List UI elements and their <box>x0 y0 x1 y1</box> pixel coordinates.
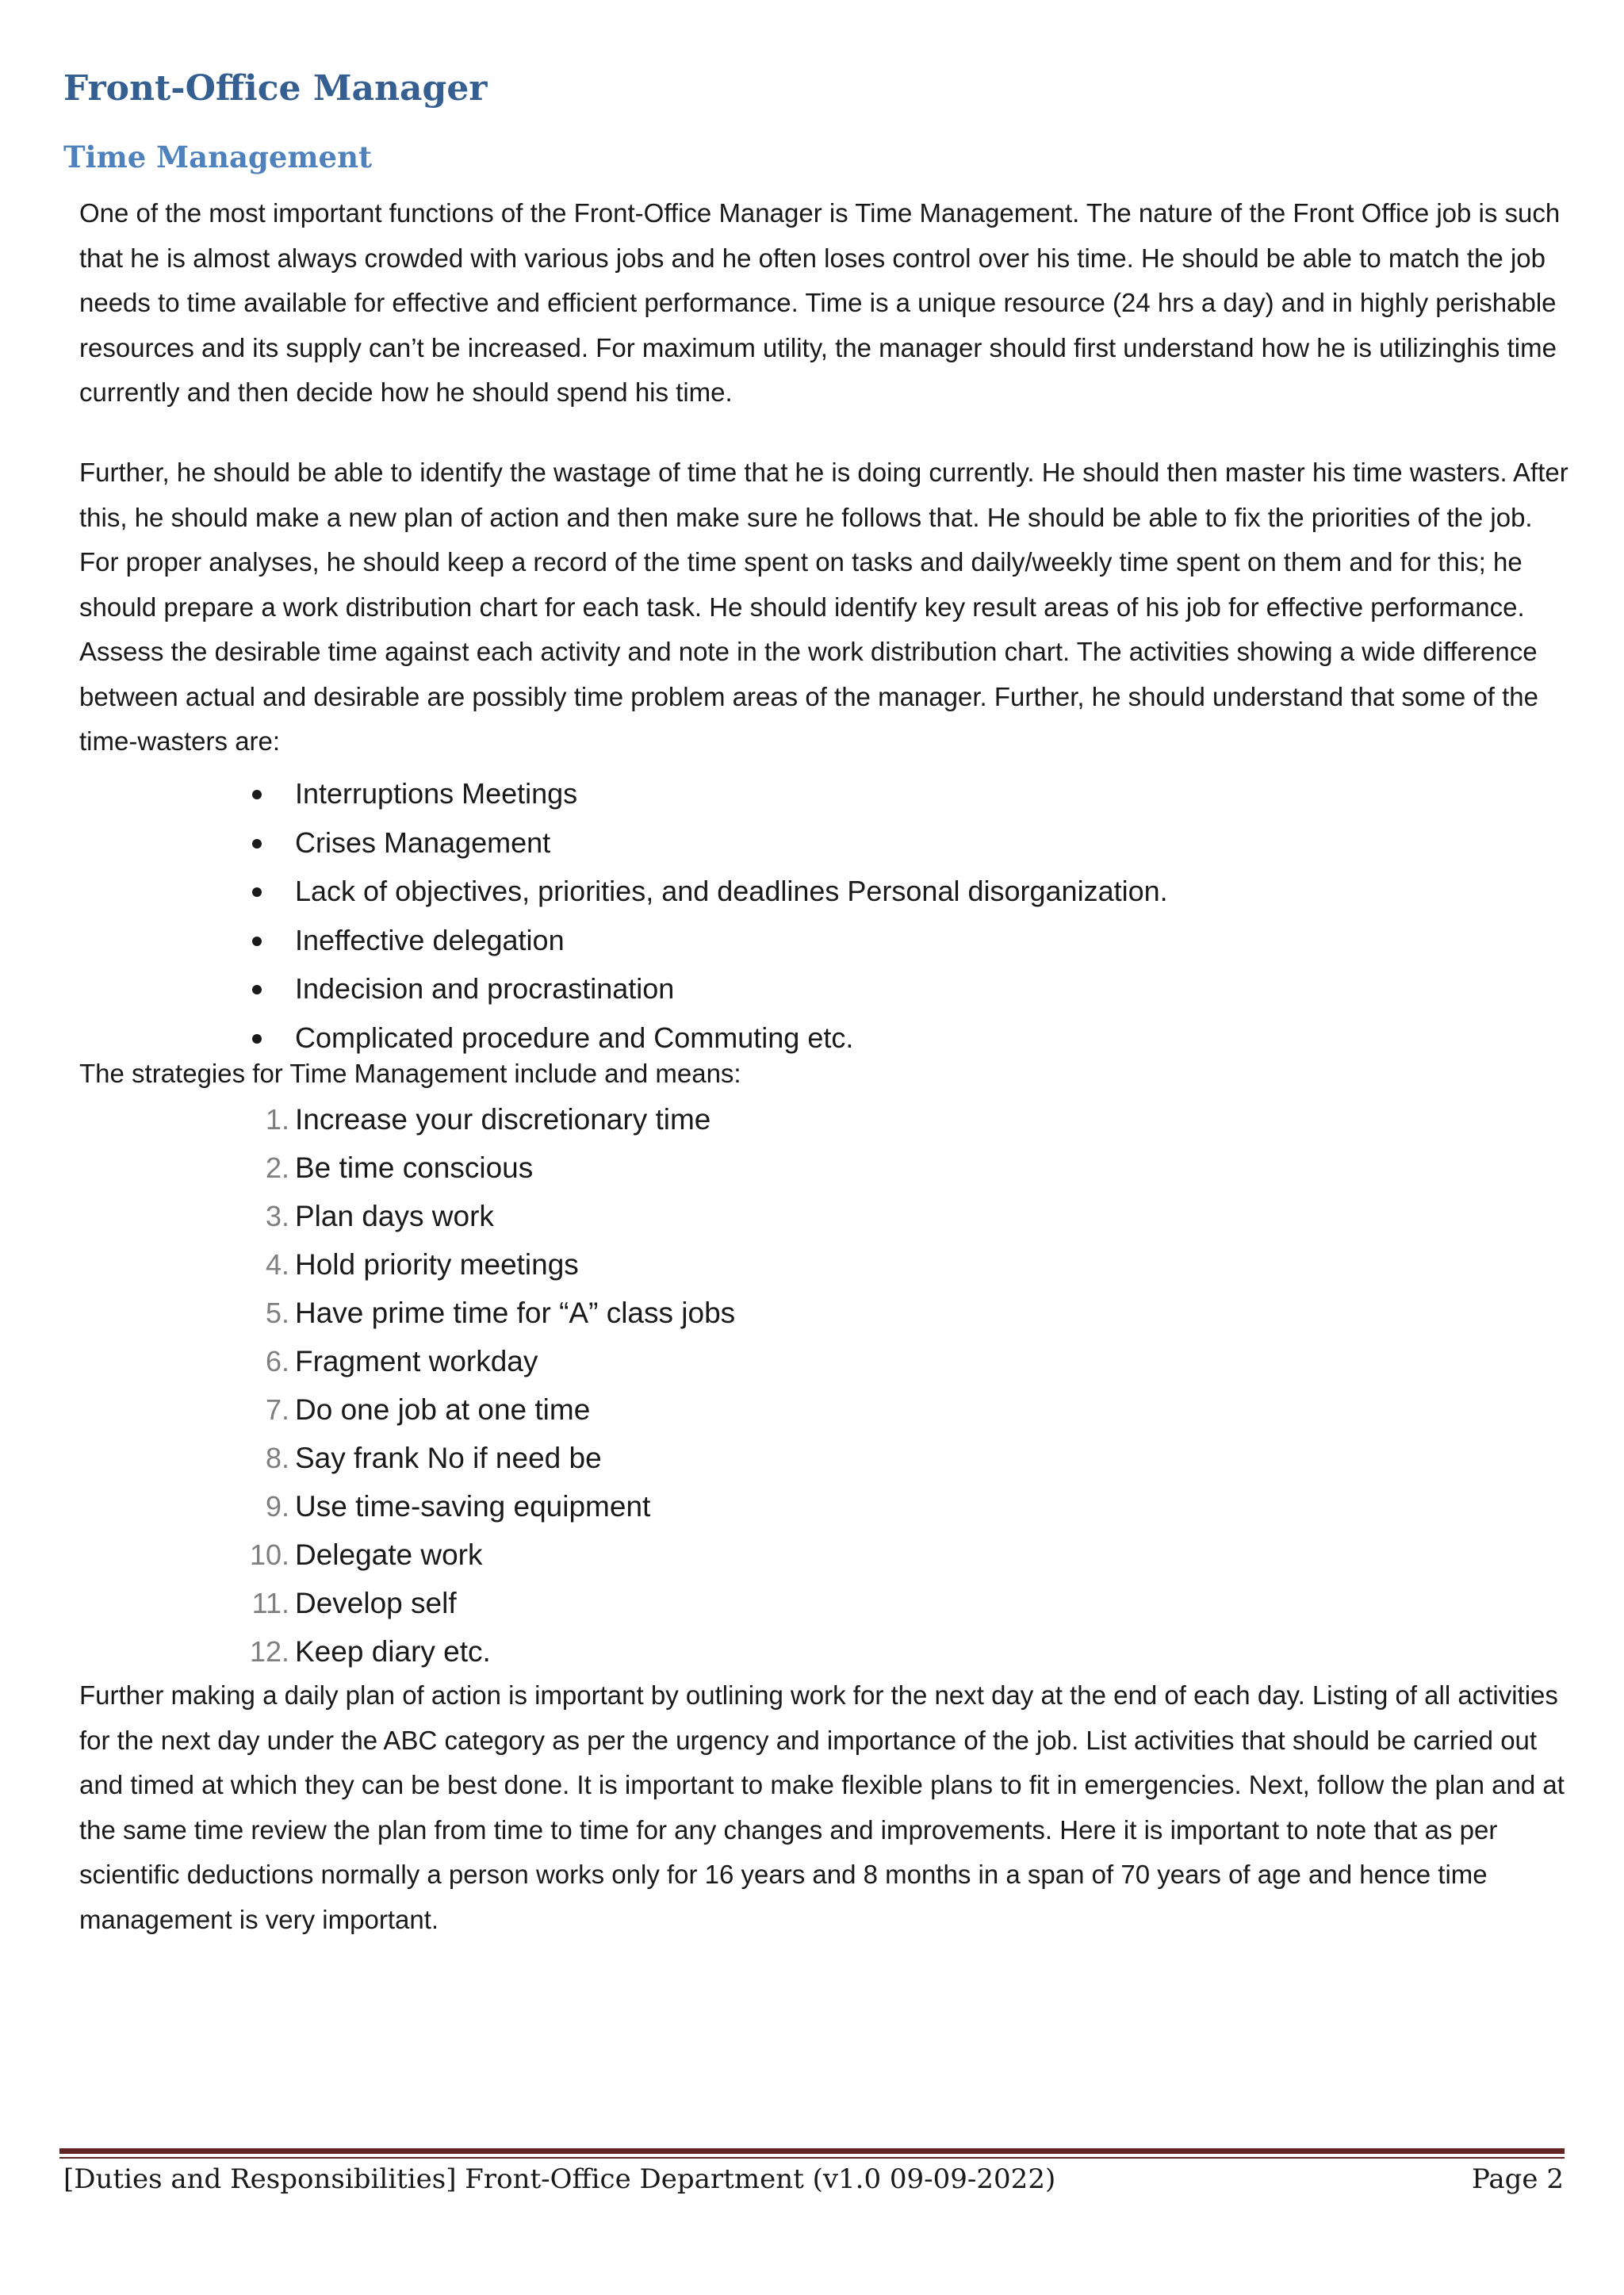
page-number: Page 2 <box>1472 2163 1564 2195</box>
list-item <box>79 1289 1507 1337</box>
bullet-icon <box>252 790 262 799</box>
list-item-text: Use time-saving equipment <box>295 1490 651 1523</box>
bullet-icon <box>252 887 262 897</box>
list-item <box>79 1144 1507 1192</box>
list-item <box>79 867 1507 916</box>
strategies-list <box>79 1095 1507 1676</box>
list-item <box>79 818 1507 868</box>
list-item <box>79 1482 1507 1531</box>
paragraph-text: Further making a daily plan of action is important by outlining work for the next day at the end of each day. Listing of all activities for the next day under the ABC category as per the urgency and importance of the job. List activities that should be carried out and timed at which they can be best done. It is important to make flexible plans to fit in emergencies. Next, follow the plan and at the same time review the plan from time to time for any changes and improvements. Here it is important to note that as per scientific deductions normally a person works only for 16 years and 8 months in a span of 70 years of age and hence time management is very important. <box>79 1680 1565 1934</box>
list-item-text: Be time conscious <box>295 1151 534 1184</box>
list-number: 4. <box>265 1248 289 1281</box>
list-item-text: Say frank No if need be <box>295 1442 602 1474</box>
closing-paragraph <box>79 1673 1570 1942</box>
bullet-icon <box>252 985 262 994</box>
list-item <box>79 964 1507 1013</box>
list-number: 12. <box>249 1635 289 1668</box>
list-item-text: Delegate work <box>295 1538 483 1571</box>
intro-paragraph <box>79 191 1570 416</box>
strategies-intro: The strategies for Time Management include and means: <box>79 1059 741 1088</box>
list-number: 1. <box>265 1103 289 1136</box>
list-item-text: Do one job at one time <box>295 1393 591 1426</box>
list-item <box>79 1192 1507 1240</box>
list-number: 11. <box>251 1587 289 1619</box>
time-wasters-paragraph <box>79 450 1570 764</box>
list-number: 2. <box>265 1151 289 1184</box>
list-item <box>79 1627 1507 1676</box>
list-number: 10. <box>249 1538 289 1571</box>
list-number: 7. <box>265 1393 289 1426</box>
bullet-icon <box>252 839 262 849</box>
paragraph-text: Further, he should be able to identify the wastage of time that he is doing currently. He should then master his time wasters. After this, he should make a new plan of action and then make sure he follows that. He should be able to fix the priorities of the job. For proper analyses, he should keep a record of the time spent on tasks and daily/weekly time spent on them and for this; he should prepare a work distribution chart for each task. He should identify key result areas of his job for effective performance. Assess the desirable time against each activity and note in the work distribution chart. The activities showing a wide difference between actual and desirable are possibly time problem areas of the manager. Further, he should understand that some of the time-wasters are: <box>79 458 1568 756</box>
list-item-text: Increase your discretionary time <box>295 1103 711 1136</box>
footer-document-title: [Duties and Responsibilities] Front-Office Department (v1.0 09-09-2022) <box>63 2163 1056 2195</box>
list-item-text: Lack of objectives, priorities, and deadlines Personal disorganization. <box>295 875 1168 907</box>
list-number: 5. <box>265 1297 289 1329</box>
list-item-text: Have prime time for “A” class jobs <box>295 1297 736 1329</box>
page-title: Front-Office Manager <box>63 68 488 109</box>
list-item <box>79 1434 1507 1482</box>
list-item-text: Ineffective delegation <box>295 923 565 956</box>
list-item <box>79 1337 1507 1385</box>
list-item-text: Keep diary etc. <box>295 1635 491 1668</box>
list-number: 9. <box>265 1490 289 1523</box>
bullet-icon <box>252 1034 262 1044</box>
list-item <box>79 1240 1507 1289</box>
list-item <box>79 1531 1507 1579</box>
list-item-text: Complicated procedure and Commuting etc. <box>295 1021 854 1054</box>
footer-divider <box>59 2148 1565 2154</box>
list-item-text: Hold priority meetings <box>295 1248 579 1281</box>
list-item-text: Crises Management <box>295 826 551 859</box>
list-item <box>79 769 1507 818</box>
list-item-text: Develop self <box>295 1587 457 1619</box>
bullet-icon <box>252 937 262 946</box>
list-number: 3. <box>265 1200 289 1232</box>
time-wasters-list <box>79 769 1507 1062</box>
list-item-text: Fragment workday <box>295 1345 538 1377</box>
list-item <box>79 916 1507 965</box>
list-item-text: Interruptions Meetings <box>295 777 578 810</box>
list-item <box>79 1385 1507 1434</box>
list-number: 6. <box>265 1345 289 1377</box>
list-item <box>79 1095 1507 1144</box>
list-number: 8. <box>265 1442 289 1474</box>
list-item-text: Indecision and procrastination <box>295 972 675 1005</box>
section-heading: Time Management <box>63 140 373 174</box>
list-item-text: Plan days work <box>295 1200 494 1232</box>
list-item <box>79 1579 1507 1627</box>
paragraph-text: One of the most important functions of the Front-Office Manager is Time Management. The nature of the Front Office job is such that he is almost always crowded with various jobs and he often loses control over his time. He should be able to match the job needs to time available for effective and efficient performance. Time is a unique resource (24 hrs a day) and in highly perishable resources and its supply can’t be increased. For maximum utility, the manager should first understand how he is utilizinghis time currently and then decide how he should spend his time. <box>79 198 1561 407</box>
